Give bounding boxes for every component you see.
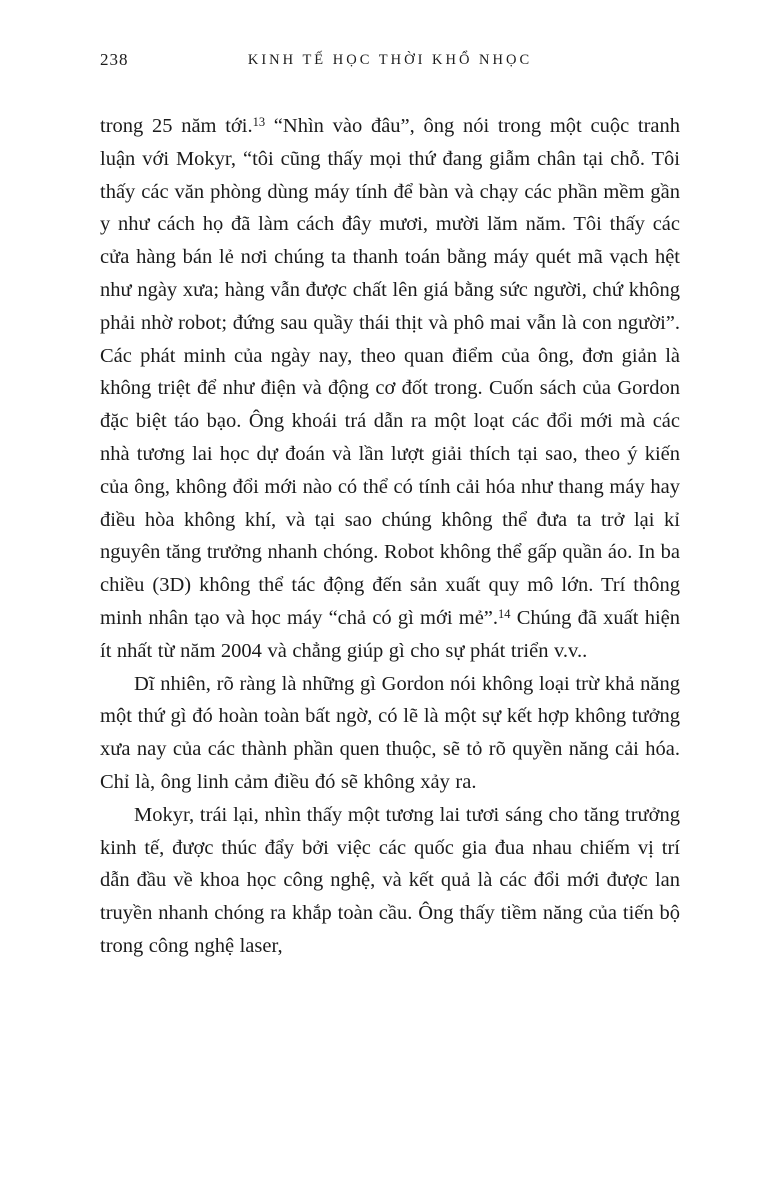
- page-number: 238: [100, 50, 129, 69]
- footnote-ref-14: 14: [498, 607, 511, 622]
- paragraph-text: trong 25 năm tới.: [100, 115, 253, 137]
- paragraph-text: Chúng đã xuất hiện ít nhất từ năm 2004 và chẳng giúp gì cho sự phát triển v.v..: [100, 606, 680, 662]
- paragraph-text: “Nhìn vào đâu”, ông nói trong một cuộc tranh luận với Mokyr, “tôi cũng thấy mọi thứ đang giẫm chân tại chỗ. Tôi thấy các văn phòng dùng máy tính để bàn và chạy các phần mềm gần y như cách họ đã làm cách đây mươi, mười lăm năm. Tôi thấy các cửa hàng bán lẻ nơi chúng ta thanh toán bằng máy quét mã vạch hệt như ngày xưa; hàng vẫn được chất lên giá bằng sức người, chứ không phải nhờ robot; đứng sau quầy thái thịt và phô mai vẫn là con người”. Các phát minh của ngày nay, theo quan điểm của ông, đơn giản là không triệt để như điện và động cơ đốt trong. Cuốn sách của Gordon đặc biệt táo bạo. Ông khoái trá dẫn ra một loạt các đổi mới mà các nhà tương lai học dự đoán và lần lượt giải thích tại sao, theo ý kiến của ông, không đổi mới nào có thể có tính cải hóa như thang máy hay điều hòa không khí, và tại sao chúng không thể đưa ta trở lại kỉ nguyên tăng trưởng nhanh chóng. Robot không thể gấp quần áo. In ba chiều (3D) không thể tác động đến sản xuất quy mô lớn. Trí thông minh nhân tạo và học máy “chả có gì mới mẻ”.: [100, 115, 681, 629]
- body-text: [100, 110, 680, 963]
- paragraph-1: [100, 110, 680, 668]
- running-title: KINH TẾ HỌC THỜI KHỔ NHỌC: [247, 52, 533, 68]
- paragraph-2: Dĩ nhiên, rõ ràng là những gì Gordon nói không loại trừ khả năng một thứ gì đó hoàn toàn bất ngờ, có lẽ là một sự kết hợp không tưởng xưa nay của các thành phần quen thuộc, sẽ tỏ rõ quyền năng cải hóa. Chỉ là, ông linh cảm điều đó sẽ không xảy ra.: [100, 672, 680, 793]
- page-header: [100, 50, 680, 74]
- paragraph-3: Mokyr, trái lại, nhìn thấy một tương lai tươi sáng cho tăng trưởng kinh tế, được thúc đẩy bởi việc các quốc gia đua nhau chiếm vị trí dẫn đầu về khoa học công nghệ, và kết quả là các đổi mới được lan truyền nhanh chóng ra khắp toàn cầu. Ông thấy tiềm năng của tiến bộ trong công nghệ laser,: [100, 803, 680, 957]
- footnote-ref-13: 13: [252, 115, 266, 130]
